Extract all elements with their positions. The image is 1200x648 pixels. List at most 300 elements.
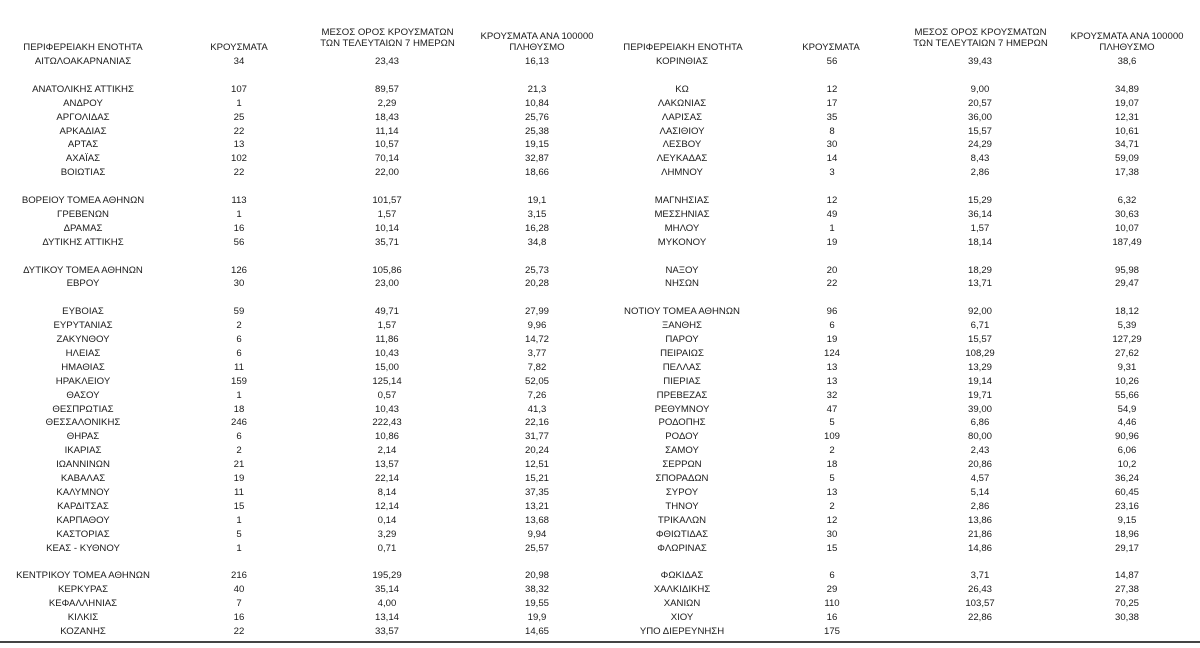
left-cases-cell: 5 [236, 528, 242, 540]
right-per-100k-cell: 29,47 [1114, 278, 1139, 290]
left-cases-cell: 19 [233, 473, 245, 484]
right-avg-7-days-cell: 80,00 [967, 431, 992, 443]
right-cases-cell: 8 [829, 125, 835, 137]
right-avg-7-days-cell: 2,86 [970, 500, 990, 512]
left-cases-cell: 1 [236, 208, 242, 220]
left-per-100k-cell: 14,65 [524, 625, 549, 637]
left-cases-cell: 13 [233, 139, 245, 151]
left-per-100k-cell: 25,73 [524, 264, 549, 276]
left-avg-7-days-cell: 35,14 [374, 584, 399, 596]
right-unit-name-cell: ΡΟΔΟΠΗΣ [658, 417, 706, 429]
right-cases-cell: 12 [826, 83, 838, 95]
right-avg-7-days-cell: 3,71 [970, 570, 990, 582]
left-avg-7-days-cell: 222,43 [372, 417, 402, 429]
left-per-100k-cell: 38,32 [524, 584, 549, 596]
left-per-100k-cell: 31,77 [524, 431, 549, 443]
left-avg-7-days-cell: 35,71 [374, 236, 399, 248]
right-unit-name-cell: ΝΟΤΙΟΥ ΤΟΜΕΑ ΑΘΗΝΩΝ [624, 306, 740, 318]
right-cases-cell: 5 [829, 417, 835, 429]
right-cases-cell: 30 [826, 528, 838, 540]
right-per-100k-cell: 23,16 [1114, 500, 1139, 512]
right-per-100k-cell: 60,45 [1114, 486, 1139, 498]
right-cases-cell: 47 [826, 403, 838, 415]
right-avg-7-days-cell: 4,57 [970, 473, 990, 484]
left-cases-cell: 1 [236, 542, 242, 554]
right-unit-name-cell: ΡΕΘΥΜΝΟΥ [654, 403, 710, 415]
right-unit-name-cell: ΧΙΟΥ [670, 612, 694, 623]
left-cases-cell: 6 [236, 431, 242, 443]
right-unit-name-cell: ΥΠΟ ΔΙΕΡΕΥΝΗΣΗ [639, 625, 725, 637]
left-cases-cell: 246 [230, 417, 247, 429]
left-avg-7-days-cell: 70,14 [374, 153, 399, 165]
right-cases-cell: 6 [829, 320, 835, 332]
right-cases-cell: 20 [826, 264, 838, 276]
left-per-100k-cell: 9,94 [527, 528, 547, 540]
right-avg-7-days-cell: 6,71 [970, 320, 990, 332]
left-avg-7-days-cell: 13,57 [374, 459, 399, 471]
left-cases-cell: 25 [233, 111, 245, 123]
left-unit-name-cell: ΑΡΚΑΔΙΑΣ [59, 125, 107, 137]
right-per-100k-cell: 19,07 [1114, 97, 1139, 109]
left-avg-7-days-cell: 0,14 [377, 514, 397, 526]
left-unit-name-cell: ΒΟΡΕΙΟΥ ΤΟΜΕΑ ΑΘΗΝΩΝ [21, 195, 145, 206]
right-per-100k-cell: 127,29 [1112, 334, 1142, 345]
right-unit-name-cell: ΡΟΔΟΥ [665, 431, 699, 443]
left-unit-name-cell: ΚΑΡΠΑΘΟΥ [56, 514, 110, 526]
right-unit-name-cell: ΣΑΜΟΥ [665, 445, 699, 457]
right-unit-name-cell: ΛΑΡΙΣΑΣ [661, 111, 703, 123]
right-cases-cell: 35 [826, 111, 838, 123]
right-per-100k-cell: 14,87 [1114, 570, 1139, 582]
left-avg-7-days-cell: 12,14 [374, 500, 399, 512]
right-unit-name-cell: ΛΕΣΒΟΥ [662, 139, 702, 151]
right-avg-7-days-cell: 15,57 [967, 334, 992, 345]
right-unit-name-cell: ΤΗΝΟΥ [665, 500, 699, 512]
left-avg-7-days-cell: 13,14 [374, 612, 399, 623]
left-unit-name-cell: ΚΕΡΚΥΡΑΣ [57, 584, 108, 596]
left-unit-name-cell: ΑΝΔΡΟΥ [63, 97, 103, 109]
header-cases-left: ΚΡΟΥΣΜΑΤΑ [210, 42, 268, 53]
right-unit-name-cell: ΚΩ [675, 83, 689, 95]
right-avg-7-days-cell: 20,57 [967, 97, 992, 109]
left-cases-cell: 107 [230, 83, 247, 95]
right-per-100k-cell: 9,15 [1117, 514, 1137, 526]
right-cases-cell: 2 [829, 500, 835, 512]
left-per-100k-cell: 14,72 [524, 334, 549, 345]
left-per-100k-cell: 3,15 [527, 208, 547, 220]
header-per100k-left: ΚΡΟΥΣΜΑΤΑ ΑΝΑ 100000 ΠΛΗΘΥΣΜΟ [480, 31, 594, 53]
left-cases-cell: 6 [236, 347, 242, 359]
left-unit-name-cell: ΘΑΣΟΥ [66, 389, 100, 401]
right-avg-7-days-cell: 36,00 [967, 111, 992, 123]
left-cases-cell: 40 [233, 584, 245, 596]
right-unit-name-cell: ΞΑΝΘΗΣ [662, 320, 702, 332]
left-per-100k-cell: 13,68 [524, 514, 549, 526]
left-cases-cell: 15 [233, 500, 245, 512]
left-cases-cell: 21 [233, 459, 245, 471]
right-cases-cell: 32 [826, 389, 838, 401]
right-unit-name-cell: ΣΥΡΟΥ [665, 486, 699, 498]
right-cases-cell: 13 [826, 361, 838, 373]
right-unit-name-cell: ΠΕΙΡΑΙΩΣ [660, 347, 704, 359]
right-unit-name-cell: ΜΑΓΝΗΣΙΑΣ [654, 195, 710, 206]
right-unit-name-cell: ΜΥΚΟΝΟΥ [657, 236, 707, 248]
left-cases-cell: 56 [233, 236, 245, 248]
left-unit-name-cell: ΙΚΑΡΙΑΣ [64, 445, 102, 457]
header-cases-right: ΚΡΟΥΣΜΑΤΑ [802, 42, 860, 53]
right-cases-cell: 5 [829, 473, 835, 484]
left-avg-7-days-cell: 10,86 [374, 431, 399, 443]
right-per-100k-cell: 5,39 [1117, 320, 1137, 332]
right-per-100k-cell: 17,38 [1114, 167, 1139, 179]
right-unit-name-cell: ΦΘΙΩΤΙΔΑΣ [655, 528, 709, 540]
right-per-100k-cell: 18,96 [1114, 528, 1139, 540]
left-unit-name-cell: ΑΡΤΑΣ [67, 139, 99, 151]
right-unit-name-cell: ΛΗΜΝΟΥ [661, 167, 703, 179]
left-per-100k-cell: 20,98 [524, 570, 549, 582]
left-avg-7-days-cell: 23,00 [374, 278, 399, 290]
left-avg-7-days-cell: 89,57 [374, 83, 399, 95]
left-unit-name-cell: ΖΑΚΥΝΘΟΥ [56, 334, 110, 345]
left-cases-cell: 113 [231, 195, 247, 206]
left-avg-7-days-cell: 1,57 [377, 320, 397, 332]
right-cases-cell: 15 [826, 542, 838, 554]
right-per-100k-cell: 95,98 [1114, 264, 1139, 276]
right-per-100k-cell: 10,26 [1114, 375, 1139, 387]
right-unit-name-cell: ΠΡΕΒΕΖΑΣ [656, 389, 708, 401]
right-avg-7-days-cell: 13,29 [967, 361, 992, 373]
left-avg-7-days-cell: 0,57 [377, 389, 397, 401]
left-unit-name-cell: ΓΡΕΒΕΝΩΝ [57, 208, 109, 220]
right-unit-name-cell: ΠΕΛΛΑΣ [662, 361, 702, 373]
left-avg-7-days-cell: 11,14 [375, 125, 399, 137]
left-cases-cell: 22 [233, 125, 245, 137]
right-unit-name-cell: ΣΠΟΡΑΔΩΝ [655, 473, 709, 484]
left-avg-7-days-cell: 125,14 [372, 375, 402, 387]
left-unit-name-cell: ΑΧΑΪΑΣ [65, 153, 101, 165]
left-unit-name-cell: ΚΑΡΔΙΤΣΑΣ [57, 500, 109, 512]
right-per-100k-cell: 10,61 [1114, 125, 1139, 137]
right-unit-name-cell: ΜΕΣΣΗΝΙΑΣ [654, 208, 710, 220]
left-unit-name-cell: ΘΕΣΠΡΩΤΙΑΣ [52, 403, 114, 415]
right-avg-7-days-cell: 9,00 [970, 83, 990, 95]
right-cases-cell: 14 [826, 153, 838, 165]
left-avg-7-days-cell: 10,43 [374, 347, 399, 359]
left-cases-cell: 16 [233, 222, 245, 234]
right-cases-cell: 16 [826, 612, 838, 623]
right-cases-cell: 22 [826, 278, 838, 290]
right-per-100k-cell: 18,12 [1114, 306, 1139, 318]
right-unit-name-cell: ΦΩΚΙΔΑΣ [660, 570, 704, 582]
right-per-100k-cell: 38,6 [1117, 56, 1137, 67]
left-unit-name-cell: ΚΕΦΑΛΛΗΝΙΑΣ [48, 598, 118, 610]
header-per100k-right: ΚΡΟΥΣΜΑΤΑ ΑΝΑ 100000 ΠΛΗΘΥΣΜΟ [1070, 31, 1184, 53]
left-cases-cell: 59 [233, 306, 245, 318]
left-avg-7-days-cell: 10,57 [374, 139, 399, 151]
right-avg-7-days-cell: 92,00 [967, 306, 992, 318]
right-cases-cell: 109 [823, 431, 840, 443]
right-avg-7-days-cell: 2,43 [970, 445, 990, 457]
right-per-100k-cell: 10,07 [1114, 222, 1139, 234]
right-per-100k-cell: 30,63 [1114, 208, 1139, 220]
left-unit-name-cell: ΑΙΤΩΛΟΑΚΑΡΝΑΝΙΑΣ [34, 56, 132, 67]
right-avg-7-days-cell: 14,86 [967, 542, 992, 554]
left-cases-cell: 7 [236, 598, 242, 610]
left-avg-7-days-cell: 23,43 [374, 56, 399, 67]
left-per-100k-cell: 16,13 [524, 56, 549, 67]
right-avg-7-days-cell: 13,86 [967, 514, 992, 526]
right-avg-7-days-cell: 39,43 [967, 56, 992, 67]
right-avg-7-days-cell: 2,86 [970, 167, 990, 179]
left-avg-7-days-cell: 22,00 [374, 167, 399, 179]
right-cases-cell: 110 [824, 598, 840, 610]
right-avg-7-days-cell: 18,29 [967, 264, 992, 276]
left-cases-cell: 34 [233, 56, 245, 67]
left-cases-cell: 11 [234, 486, 244, 498]
page-bottom-rule [0, 641, 1200, 643]
left-per-100k-cell: 20,28 [524, 278, 549, 290]
left-unit-name-cell: ΚΑΒΑΛΑΣ [60, 473, 106, 484]
left-per-100k-cell: 22,16 [524, 417, 549, 429]
right-avg-7-days-cell: 6,86 [970, 417, 990, 429]
left-per-100k-cell: 18,66 [524, 167, 549, 179]
right-cases-cell: 96 [826, 306, 838, 318]
right-unit-name-cell: ΚΟΡΙΝΘΙΑΣ [655, 56, 709, 67]
left-unit-name-cell: ΚΕΝΤΡΙΚΟΥ ΤΟΜΕΑ ΑΘΗΝΩΝ [16, 570, 150, 582]
left-per-100k-cell: 10,84 [524, 97, 549, 109]
left-cases-cell: 126 [230, 264, 247, 276]
right-avg-7-days-cell: 21,86 [967, 528, 992, 540]
left-cases-cell: 1 [236, 514, 242, 526]
right-per-100k-cell: 27,38 [1114, 584, 1139, 596]
header-avg7-left: ΜΕΣΟΣ ΟΡΟΣ ΚΡΟΥΣΜΑΤΩΝ ΤΩΝ ΤΕΛΕΥΤΑΙΩΝ 7 ΗΜΕΡΩΝ [320, 27, 455, 49]
right-per-100k-cell: 6,32 [1117, 195, 1137, 206]
right-unit-name-cell: ΦΛΩΡΙΝΑΣ [657, 542, 707, 554]
left-unit-name-cell: ΘΕΣΣΑΛΟΝΙΚΗΣ [45, 417, 121, 429]
right-avg-7-days-cell: 103,57 [965, 598, 995, 610]
right-unit-name-cell: ΜΗΛΟΥ [664, 222, 700, 234]
left-avg-7-days-cell: 33,57 [374, 625, 399, 637]
left-cases-cell: 1 [236, 97, 242, 109]
right-unit-name-cell: ΤΡΙΚΑΛΩΝ [657, 514, 707, 526]
left-avg-7-days-cell: 1,57 [377, 208, 397, 220]
left-per-100k-cell: 13,21 [524, 500, 549, 512]
left-per-100k-cell: 7,26 [527, 389, 547, 401]
header-unit-left: ΠΕΡΙΦΕΡΕΙΑΚΗ ΕΝΟΤΗΤΑ [23, 42, 143, 53]
left-cases-cell: 102 [230, 153, 247, 165]
right-cases-cell: 1 [829, 222, 835, 234]
left-unit-name-cell: ΑΡΓΟΛΙΔΑΣ [56, 111, 110, 123]
left-unit-name-cell: ΔΥΤΙΚΟΥ ΤΟΜΕΑ ΑΘΗΝΩΝ [23, 264, 143, 276]
right-per-100k-cell: 187,49 [1112, 236, 1142, 248]
right-avg-7-days-cell: 22,86 [967, 612, 992, 623]
right-unit-name-cell: ΛΑΚΩΝΙΑΣ [657, 97, 707, 109]
left-per-100k-cell: 25,57 [524, 542, 549, 554]
left-unit-name-cell: ΚΕΑΣ - ΚΥΘΝΟΥ [46, 542, 120, 554]
right-avg-7-days-cell: 108,29 [965, 347, 995, 359]
right-avg-7-days-cell: 36,14 [967, 208, 992, 220]
left-cases-cell: 159 [230, 375, 247, 387]
left-cases-cell: 22 [233, 167, 245, 179]
right-per-100k-cell: 55,66 [1114, 389, 1139, 401]
right-cases-cell: 12 [826, 195, 838, 206]
right-unit-name-cell: ΠΑΡΟΥ [665, 334, 699, 345]
left-per-100k-cell: 16,28 [524, 222, 549, 234]
left-unit-name-cell: ΚΑΣΤΟΡΙΑΣ [56, 528, 110, 540]
right-cases-cell: 3 [829, 167, 835, 179]
header-avg7-right: ΜΕΣΟΣ ΟΡΟΣ ΚΡΟΥΣΜΑΤΩΝ ΤΩΝ ΤΕΛΕΥΤΑΙΩΝ 7 ΗΜΕΡΩΝ [913, 27, 1048, 49]
left-cases-cell: 30 [233, 278, 245, 290]
right-cases-cell: 12 [826, 514, 838, 526]
right-per-100k-cell: 4,46 [1117, 417, 1137, 429]
left-cases-cell: 16 [233, 612, 245, 623]
right-per-100k-cell: 27,62 [1114, 347, 1139, 359]
right-unit-name-cell: ΠΙΕΡΙΑΣ [663, 375, 701, 387]
right-unit-name-cell: ΧΑΝΙΩΝ [663, 598, 701, 610]
left-avg-7-days-cell: 18,43 [374, 111, 399, 123]
right-per-100k-cell: 34,71 [1114, 139, 1139, 151]
right-per-100k-cell: 6,06 [1117, 445, 1137, 457]
left-cases-cell: 216 [230, 570, 247, 582]
right-cases-cell: 6 [829, 570, 835, 582]
right-cases-cell: 175 [823, 625, 840, 637]
right-cases-cell: 2 [829, 445, 835, 457]
left-cases-cell: 18 [233, 403, 245, 415]
right-avg-7-days-cell: 24,29 [967, 139, 992, 151]
right-cases-cell: 56 [826, 56, 838, 67]
right-per-100k-cell: 59,09 [1114, 153, 1139, 165]
left-per-100k-cell: 7,82 [527, 361, 547, 373]
left-cases-cell: 6 [236, 334, 242, 345]
right-avg-7-days-cell: 26,43 [967, 584, 992, 596]
left-unit-name-cell: ΚΟΖΑΝΗΣ [60, 625, 106, 637]
left-cases-cell: 1 [236, 389, 242, 401]
left-avg-7-days-cell: 2,29 [377, 97, 397, 109]
left-per-100k-cell: 25,76 [524, 111, 549, 123]
right-unit-name-cell: ΛΕΥΚΑΔΑΣ [656, 153, 708, 165]
right-per-100k-cell: 36,24 [1114, 473, 1139, 484]
left-avg-7-days-cell: 11,86 [375, 334, 399, 345]
left-avg-7-days-cell: 8,14 [377, 486, 397, 498]
right-avg-7-days-cell: 1,57 [970, 222, 990, 234]
right-avg-7-days-cell: 13,71 [967, 278, 992, 290]
right-per-100k-cell: 9,31 [1117, 361, 1137, 373]
left-cases-cell: 2 [236, 320, 242, 332]
left-unit-name-cell: ΚΑΛΥΜΝΟΥ [56, 486, 110, 498]
right-unit-name-cell: ΛΑΣΙΘΙΟΥ [659, 125, 705, 137]
right-cases-cell: 49 [826, 208, 838, 220]
left-avg-7-days-cell: 4,00 [377, 598, 397, 610]
left-per-100k-cell: 27,99 [524, 306, 549, 318]
right-per-100k-cell: 34,89 [1114, 83, 1139, 95]
left-per-100k-cell: 37,35 [524, 486, 549, 498]
left-avg-7-days-cell: 101,57 [372, 195, 402, 206]
right-cases-cell: 17 [826, 97, 838, 109]
left-unit-name-cell: ΑΝΑΤΟΛΙΚΗΣ ΑΤΤΙΚΗΣ [32, 83, 134, 95]
right-avg-7-days-cell: 19,14 [967, 375, 992, 387]
left-unit-name-cell: ΒΟΙΩΤΙΑΣ [60, 167, 106, 179]
left-per-100k-cell: 19,55 [524, 598, 549, 610]
right-avg-7-days-cell: 8,43 [970, 153, 990, 165]
left-avg-7-days-cell: 15,00 [374, 361, 399, 373]
right-unit-name-cell: ΝΗΣΩΝ [665, 278, 699, 290]
left-unit-name-cell: ΔΥΤΙΚΗΣ ΑΤΤΙΚΗΣ [42, 236, 124, 248]
left-per-100k-cell: 15,21 [524, 473, 549, 484]
right-unit-name-cell: ΣΕΡΡΩΝ [662, 459, 702, 471]
right-per-100k-cell: 90,96 [1114, 431, 1139, 443]
left-avg-7-days-cell: 10,43 [374, 403, 399, 415]
left-avg-7-days-cell: 0,71 [377, 542, 397, 554]
left-unit-name-cell: ΕΒΡΟΥ [66, 278, 100, 290]
left-avg-7-days-cell: 10,14 [374, 222, 399, 234]
right-avg-7-days-cell: 5,14 [970, 486, 990, 498]
left-avg-7-days-cell: 22,14 [374, 473, 399, 484]
right-per-100k-cell: 10,2 [1117, 459, 1137, 471]
left-unit-name-cell: ΔΡΑΜΑΣ [63, 222, 103, 234]
left-cases-cell: 22 [233, 625, 245, 637]
left-per-100k-cell: 52,05 [524, 375, 549, 387]
left-avg-7-days-cell: 105,86 [372, 264, 402, 276]
right-cases-cell: 19 [826, 334, 838, 345]
right-cases-cell: 19 [826, 236, 838, 248]
left-avg-7-days-cell: 49,71 [374, 306, 399, 318]
left-avg-7-days-cell: 3,29 [377, 528, 397, 540]
left-per-100k-cell: 19,15 [524, 139, 549, 151]
right-per-100k-cell: 29,17 [1114, 542, 1139, 554]
left-unit-name-cell: ΗΛΕΙΑΣ [65, 347, 101, 359]
left-per-100k-cell: 19,9 [527, 612, 547, 623]
right-cases-cell: 124 [823, 347, 840, 359]
right-avg-7-days-cell: 15,57 [967, 125, 992, 137]
right-cases-cell: 13 [826, 486, 838, 498]
right-per-100k-cell: 54,9 [1117, 403, 1137, 415]
right-avg-7-days-cell: 39,00 [967, 403, 992, 415]
right-unit-name-cell: ΝΑΞΟΥ [665, 264, 699, 276]
right-avg-7-days-cell: 18,14 [967, 236, 992, 248]
left-per-100k-cell: 25,38 [524, 125, 549, 137]
left-per-100k-cell: 19,1 [527, 195, 547, 206]
left-unit-name-cell: ΗΡΑΚΛΕΙΟΥ [55, 375, 111, 387]
right-avg-7-days-cell: 15,29 [967, 195, 992, 206]
right-avg-7-days-cell: 19,71 [967, 389, 992, 401]
left-per-100k-cell: 3,77 [527, 347, 547, 359]
left-unit-name-cell: ΕΥΒΟΙΑΣ [62, 306, 104, 318]
right-cases-cell: 30 [826, 139, 838, 151]
right-cases-cell: 18 [826, 459, 838, 471]
left-per-100k-cell: 32,87 [524, 153, 549, 165]
right-cases-cell: 29 [826, 584, 838, 596]
left-unit-name-cell: ΘΗΡΑΣ [66, 431, 100, 443]
left-unit-name-cell: ΕΥΡΥΤΑΝΙΑΣ [53, 320, 113, 332]
left-unit-name-cell: ΙΩΑΝΝΙΝΩΝ [56, 459, 110, 471]
left-unit-name-cell: ΚΙΛΚΙΣ [67, 612, 99, 623]
left-per-100k-cell: 12,51 [524, 459, 549, 471]
left-per-100k-cell: 34,8 [527, 236, 547, 248]
left-unit-name-cell: ΗΜΑΘΙΑΣ [61, 361, 105, 373]
left-per-100k-cell: 21,3 [527, 83, 547, 95]
right-per-100k-cell: 30,38 [1114, 612, 1139, 623]
left-per-100k-cell: 41,3 [527, 403, 547, 415]
header-unit-right: ΠΕΡΙΦΕΡΕΙΑΚΗ ΕΝΟΤΗΤΑ [623, 42, 743, 53]
right-unit-name-cell: ΧΑΛΚΙΔΙΚΗΣ [653, 584, 711, 596]
right-cases-cell: 13 [826, 375, 838, 387]
left-per-100k-cell: 9,96 [527, 320, 547, 332]
right-per-100k-cell: 70,25 [1114, 598, 1139, 610]
left-avg-7-days-cell: 2,14 [377, 445, 397, 457]
left-per-100k-cell: 20,24 [524, 445, 549, 457]
right-avg-7-days-cell: 20,86 [967, 459, 992, 471]
left-cases-cell: 11 [234, 361, 244, 373]
